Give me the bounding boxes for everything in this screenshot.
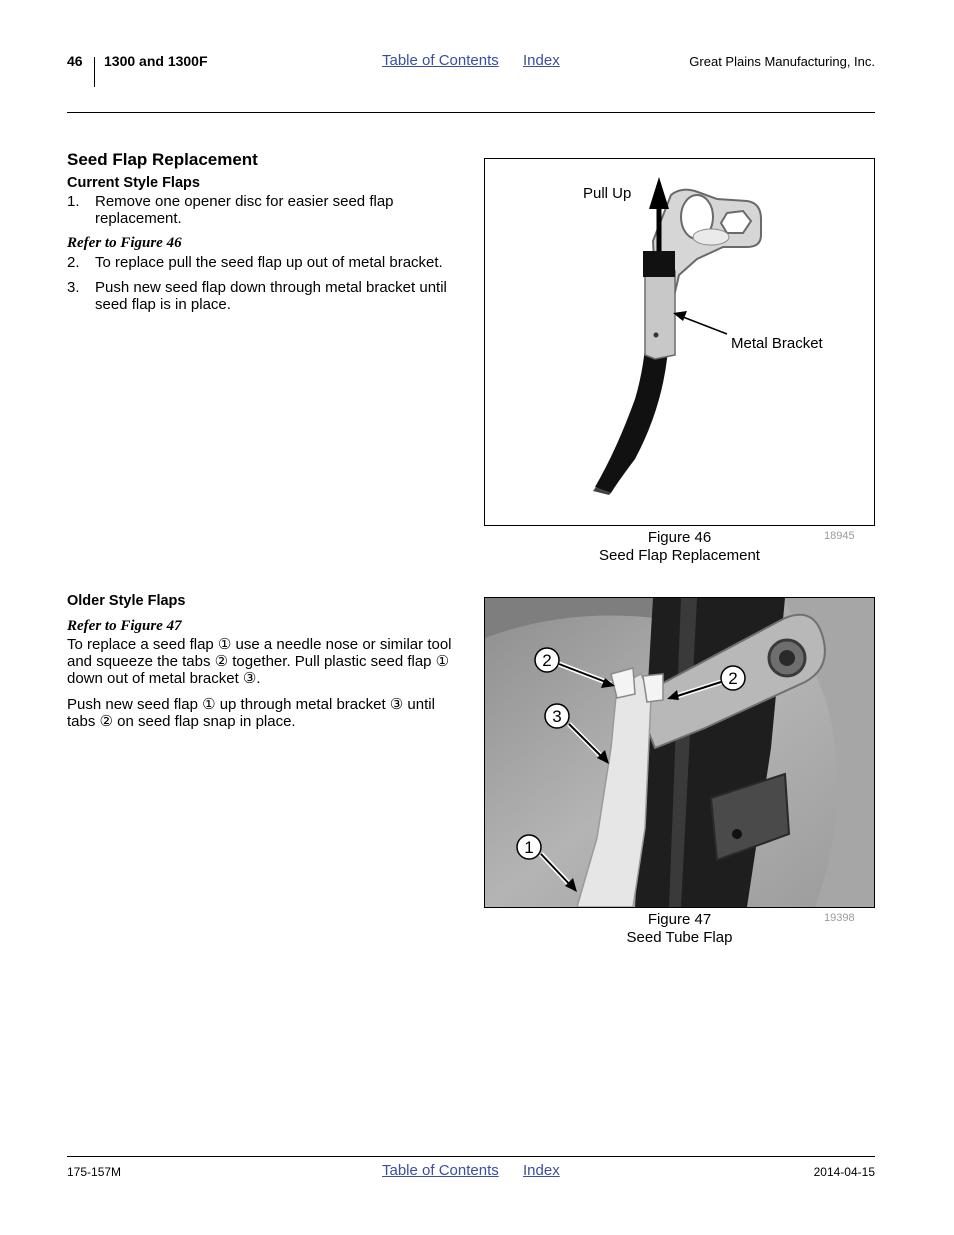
step-1-number: 1. [67, 193, 80, 210]
figure-47-frame [484, 597, 875, 908]
current-style-subtitle: Current Style Flaps [67, 175, 200, 191]
pull-up-arrow-head [649, 177, 669, 209]
step-3 [67, 279, 462, 313]
older-paragraph-2: Push new seed flap ① up through metal bracket ③ until tabs ② on seed flap snap in place. [67, 696, 435, 730]
callout-2-right-number: 2 [728, 669, 738, 688]
step-1 [67, 193, 462, 227]
label-pull-up: Pull Up [583, 185, 632, 202]
footer-rule [67, 1156, 875, 1157]
publication-date: 2014-04-15 [813, 1165, 875, 1179]
figure-46-reference: Refer to Figure 46 [67, 235, 182, 251]
figure-46-image-id: 18945 [824, 530, 855, 542]
seed-tube-photo [485, 598, 874, 907]
callout-1-number: 1 [524, 838, 534, 857]
header-index-link[interactable]: Index [523, 52, 560, 69]
metal-bracket-pointer-line [683, 317, 727, 334]
section-title: Seed Flap Replacement [67, 150, 258, 169]
flap-tab-right [643, 674, 663, 702]
figure-46-caption [484, 529, 875, 565]
figure-46-title: Seed Flap Replacement [599, 547, 760, 564]
label-metal-bracket: Metal Bracket [731, 335, 823, 352]
figure-47-caption [484, 911, 875, 947]
mount-hole [732, 829, 742, 839]
model-title: 1300 and 1300F [104, 53, 208, 69]
step-2-text: To replace pull the seed flap up out of metal bracket. [95, 254, 443, 271]
older-paragraph-1: To replace a seed flap ① use a needle nose or similar tool and squeeze the tabs ② together. Pull plastic seed flap ① down out of metal bracket ③. [67, 636, 452, 687]
step-3-text: Push new seed flap down through metal bracket until seed flap is in place. [95, 279, 447, 313]
figure-47-reference: Refer to Figure 47 [67, 618, 182, 634]
step-3-number: 3. [67, 279, 80, 296]
figure-47-title: Seed Tube Flap [626, 929, 733, 946]
page-number: 46 [67, 53, 83, 69]
header-divider [94, 57, 95, 87]
bracket-clip [645, 271, 675, 359]
document-number: 175-157M [67, 1165, 122, 1179]
bracket-shading [693, 229, 729, 245]
callout-3-number: 3 [552, 707, 562, 726]
header-rule [67, 112, 875, 113]
bracket-nut-hole [779, 650, 795, 666]
step-2-number: 2. [67, 254, 80, 271]
figure-47-number: Figure 47 [647, 911, 712, 928]
company-name: Great Plains Manufacturing, Inc. [689, 54, 875, 69]
figure-46-frame [484, 158, 875, 526]
header-toc-link[interactable]: Table of Contents [382, 52, 499, 69]
step-1-text: Remove one opener disc for easier seed flap replacement. [95, 193, 394, 227]
figure-46-number: Figure 46 [647, 529, 712, 546]
footer-index-link[interactable]: Index [523, 1162, 560, 1179]
older-style-subtitle: Older Style Flaps [67, 593, 186, 609]
footer-toc-link[interactable]: Table of Contents [382, 1162, 499, 1179]
flap-top-tab [643, 251, 675, 277]
figure-47-image-id: 19398 [824, 912, 855, 924]
bracket-rivet [654, 333, 659, 338]
callout-2-left-number: 2 [542, 651, 552, 670]
step-2 [67, 254, 462, 271]
